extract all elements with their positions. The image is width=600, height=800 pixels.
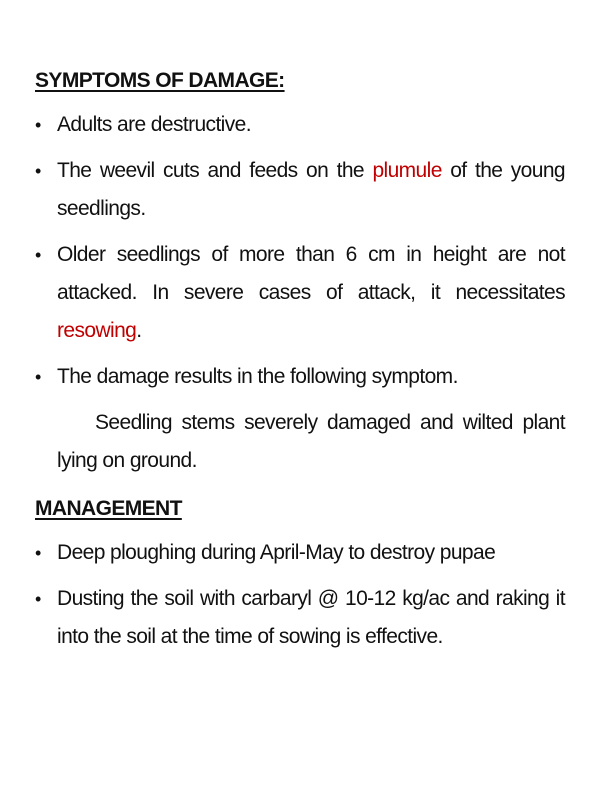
list-item bbox=[35, 106, 565, 144]
symptoms-heading: SYMPTOMS OF DAMAGE: bbox=[35, 69, 285, 92]
slide-content bbox=[35, 62, 565, 664]
bullet-icon: • bbox=[35, 589, 41, 609]
plumule-highlight: plumule bbox=[372, 159, 442, 182]
management-list bbox=[35, 534, 565, 656]
resowing-highlight: resowing bbox=[57, 319, 137, 342]
list-item bbox=[35, 152, 565, 228]
symptoms-list bbox=[35, 106, 565, 396]
symptom-older-seedlings-end: . bbox=[136, 319, 142, 342]
list-item bbox=[35, 358, 565, 396]
symptom-weevil-text-start: The weevil cuts and feeds on the bbox=[57, 159, 373, 182]
list-item bbox=[35, 580, 565, 656]
symptom-older-seedlings-text: Older seedlings of more than 6 cm in height are not attacked. In severe cases of attack, it necessitates bbox=[57, 243, 565, 304]
symptom-adults-text: Adults are destructive. bbox=[57, 113, 251, 136]
bullet-icon: • bbox=[35, 115, 41, 135]
bullet-icon: • bbox=[35, 367, 41, 387]
symptom-weevil-text-end: of the young seedlings. bbox=[57, 159, 565, 220]
management-dusting-text: Dusting the soil with carbaryl @ 10-12 kg/ac and raking it into the soil at the time of sowing is effective. bbox=[57, 587, 565, 648]
management-ploughing-text: Deep ploughing during April-May to destroy pupae bbox=[57, 541, 496, 564]
symptom-description-paragraph: Seedling stems severely damaged and wilted plant lying on ground. bbox=[57, 411, 565, 472]
management-section bbox=[35, 490, 565, 656]
list-item bbox=[35, 236, 565, 350]
bullet-icon: • bbox=[35, 543, 41, 563]
bullet-icon: • bbox=[35, 161, 41, 181]
bullet-icon: • bbox=[35, 245, 41, 265]
list-item bbox=[35, 534, 565, 572]
symptom-damage-result-text: The damage results in the following symptom. bbox=[57, 365, 458, 388]
management-heading: MANAGEMENT bbox=[35, 497, 182, 520]
